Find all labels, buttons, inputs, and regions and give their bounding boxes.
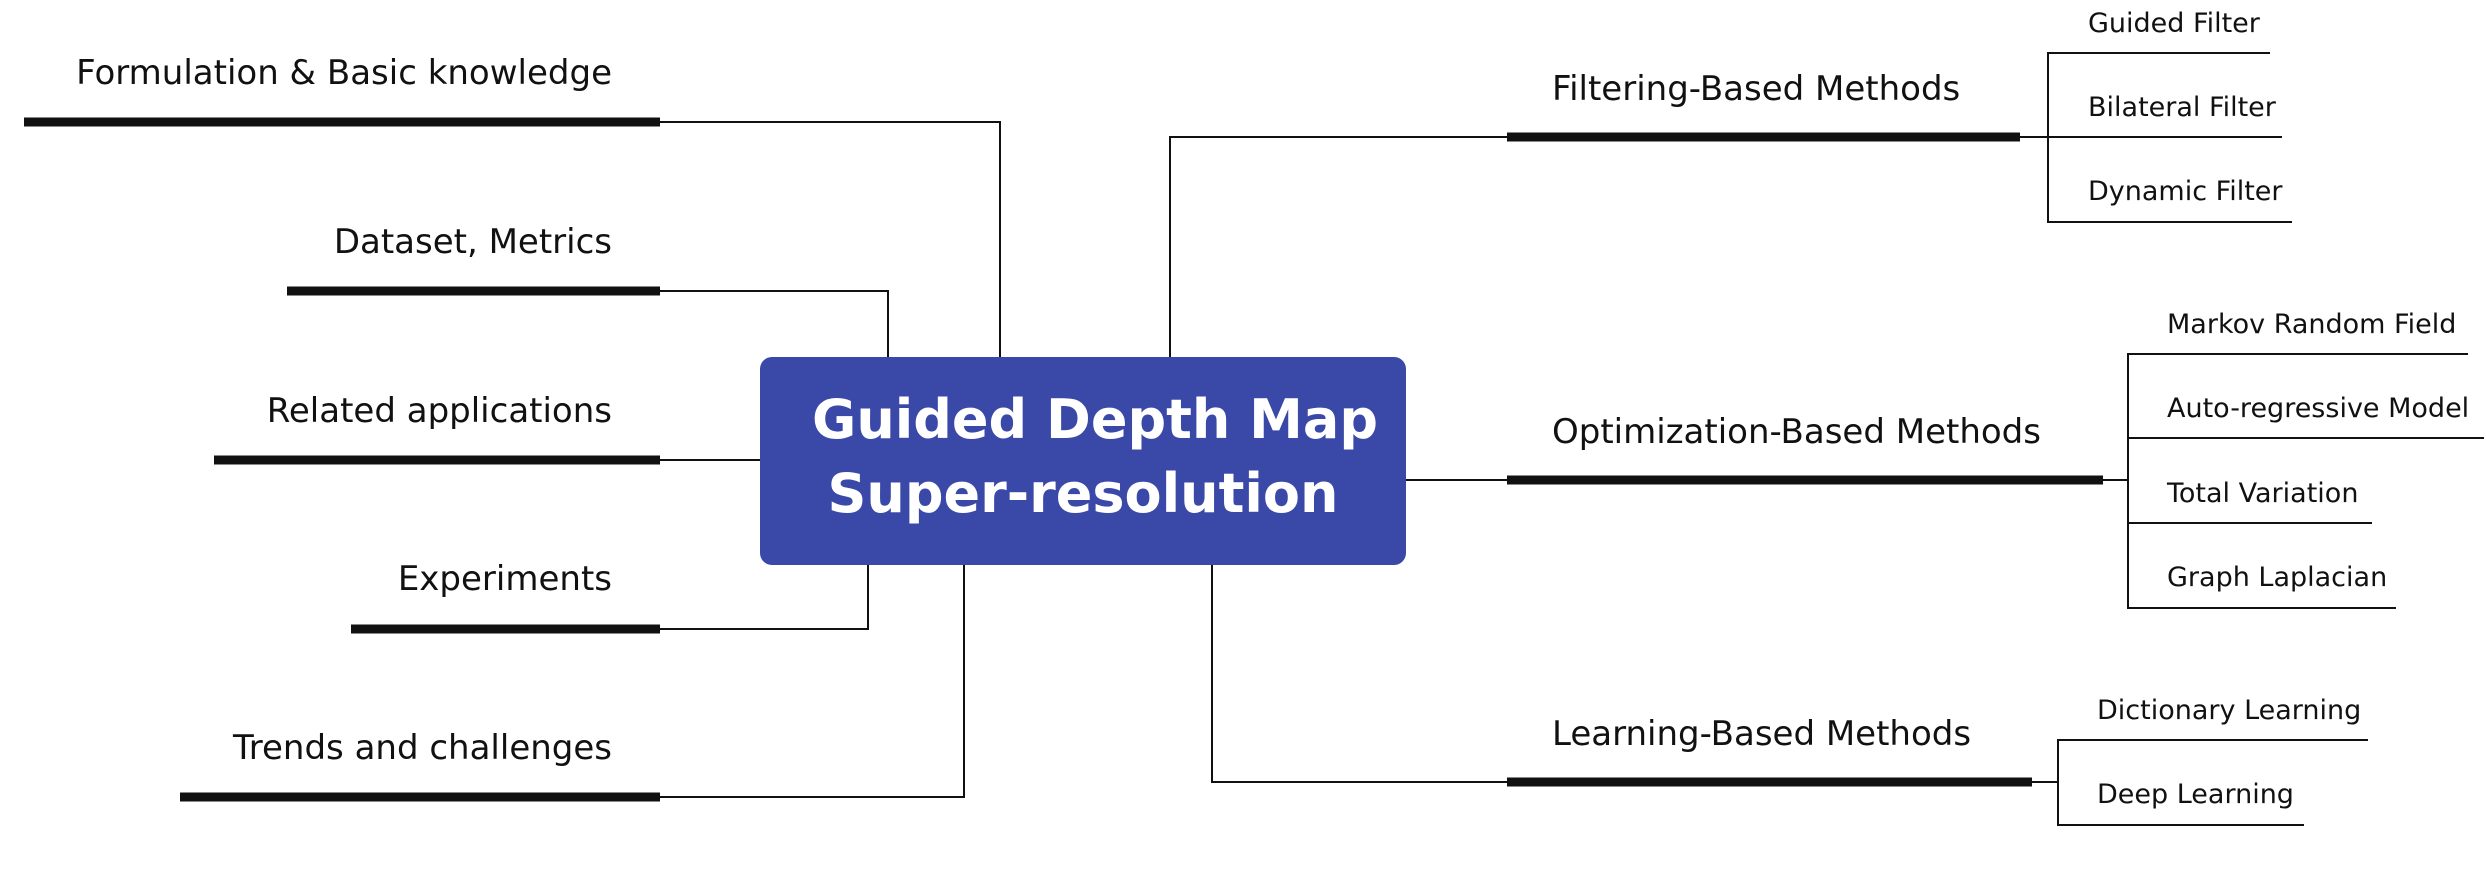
connector-learning: [1212, 565, 1507, 782]
branch-formulation[interactable]: Formulation & Basic knowledge: [76, 53, 612, 93]
connector-filtering: [1170, 137, 1507, 357]
branch-related-applications[interactable]: Related applications: [266, 391, 612, 431]
central-topic-line1: Guided Depth Map: [812, 388, 1378, 451]
leaf-total-variation[interactable]: Total Variation: [2167, 478, 2359, 509]
branch-dataset-metrics[interactable]: Dataset, Metrics: [333, 222, 612, 262]
leaf-guided-filter[interactable]: Guided Filter: [2088, 8, 2260, 39]
branch-filtering[interactable]: Filtering-Based Methods: [1552, 69, 1961, 109]
leaf-deep-learning[interactable]: Deep Learning: [2097, 779, 2294, 810]
left-branches: [76, 53, 612, 768]
connector-trends: [660, 565, 964, 797]
branch-experiments[interactable]: Experiments: [397, 559, 612, 599]
branch-optimization[interactable]: Optimization-Based Methods: [1552, 412, 2041, 452]
branch-trends-challenges[interactable]: Trends and challenges: [233, 728, 612, 768]
connector-dataset: [660, 291, 888, 357]
right-branches: [1552, 69, 2041, 754]
central-topic-line2: Super-resolution: [827, 462, 1339, 525]
leaf-dynamic-filter[interactable]: Dynamic Filter: [2088, 176, 2283, 207]
central-topic[interactable]: [760, 357, 1406, 565]
leaf-dictionary-learning[interactable]: Dictionary Learning: [2097, 695, 2362, 726]
leaf-graph-laplacian[interactable]: Graph Laplacian: [2167, 562, 2388, 593]
connector-formulation: [660, 122, 1000, 357]
leaf-autoregressive-model[interactable]: Auto-regressive Model: [2167, 393, 2470, 424]
branch-learning[interactable]: Learning-Based Methods: [1552, 714, 1972, 754]
leaf-bilateral-filter[interactable]: Bilateral Filter: [2088, 92, 2276, 123]
connector-experiments: [660, 565, 868, 629]
leaf-markov-random-field[interactable]: Markov Random Field: [2167, 309, 2457, 340]
leaf-nodes: [2088, 8, 2469, 810]
